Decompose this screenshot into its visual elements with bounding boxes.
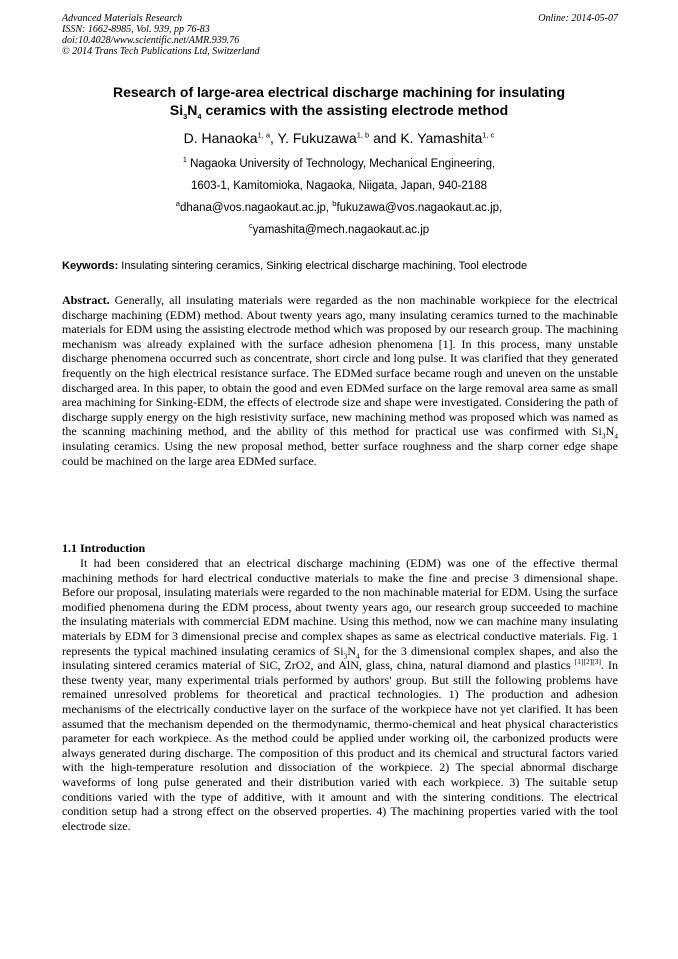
section-heading-introduction: 1.1 Introduction [62,541,146,555]
keywords-text: Insulating sintering ceramics, Sinking electrical discharge machining, Tool electrode [118,260,528,272]
title-line-1: Research of large-area electrical discharge machining for insulating [112,84,566,100]
intro-sub-3: 3 [343,650,348,660]
abstract-label: Abstract. [62,293,110,307]
abstract-text-2: N [605,424,615,439]
author-fukuzawa: , Y. Fukuzawa [270,130,357,146]
affiliation-email-c [0,223,678,237]
title-rest: ceramics with the assisting electrode method [201,102,509,118]
introduction-paragraph [62,556,618,833]
intro-text-2: N [347,643,356,658]
paper-title [40,83,638,119]
journal-name: Advanced Materials Research [62,13,183,24]
title-n: N [187,102,198,118]
abstract-sub-3: 3 [601,431,606,441]
keywords-section [62,259,618,273]
email-b-sup: b [332,199,337,209]
intro-text-1: It had been considered that an electrical discharge machining (EDM) was one of the effective thermal machining methods for hard electrical conductive materials to make the fine and precise 3 dimensional shape. Before our proposal, insulating materials were regarded to the non machinable material for EDM. Using the surface modified phenomena during the EDM process, about twenty years ago, our research group succeeded to machine the insulating materials with commercial EDM machine. Using this method, now we can machine many insulating materials by EDM for 3 dimensional precise and complex shapes as same as electrical conductive materials. Fig. 1 represents the typical machined insulating ceramics of Si [62,556,618,658]
title-sub-4: 4 [197,111,202,121]
doi-line: doi:10.4028/www.scientific.net/AMR.939.76 [62,35,240,46]
affiliation-line-2: 1603-1, Kamitomioka, Nagaoka, Niigata, Japan, 940-2188 [191,180,487,192]
email-c-sup: c [248,221,253,231]
email-a-sup: a [175,199,180,209]
author-list [0,130,678,147]
author-yamashita-sup: 1, c [482,130,495,140]
email-b[interactable]: fukuzawa@vos.nagaokaut.ac.jp, [336,202,503,214]
online-date: Online: 2014-05-07 [538,13,618,24]
affiliation-sup: 1 [182,155,187,165]
journal-header [62,13,618,57]
affiliation-emails-ab [0,201,678,215]
abstract-text-3: insulating ceramics. Using the new proposal method, better surface roughness and the sharp corner edge shape could be machined on the large area EDMed surface. [62,438,618,468]
intro-sub-4: 4 [356,650,360,660]
affiliation-university: Nagaoka University of Technology, Mechanical Engineering, [186,158,496,170]
author-yamashita: and K. Yamashita [369,130,483,146]
title-line-2 [40,101,638,119]
title-si: Si [169,102,184,118]
keywords-label: Keywords: [62,260,119,272]
copyright-line: © 2014 Trans Tech Publications Ltd, Switzerland [62,46,260,57]
abstract-text-1: Generally, all insulating materials were regarded as the non machinable workpiece for the electrical discharge machining (EDM) method. About twenty years ago, many insulating ceramics turned to the machinable materials for EDM using the assisting electrode method which was proposed by our research group. The machining mechanism was already explained with the surface adhesion phenomena [1]. In this process, many unstable discharge phenomena occurred such as concentrate, short circle and long pulse. It was clarified that they generated frequently on the high electrical resistance surface. The EDMed surface became rough and uneven on the unstable discharged area. In this paper, to obtain the good and even EDMed surface on the large removal area same as small area machining for Sinking-EDM, the effects of electrode size and shape were investigated. Considering the path of discharge supply energy on the high resistivity surface, new machining method was proposed which was named as the scanning machining method, and the ability of this method for practical use was confirmed with Si [62,293,618,439]
email-a[interactable]: dhana@vos.nagaokaut.ac.jp, [179,202,333,214]
intro-text-3: for the 3 dimensional complex shapes, and also the insulating sintered ceramics material of SiC, ZrO2, and AlN, glass, china, natural diamond and plastics [62,643,618,673]
intro-text-4: . In these twenty year, many experimental trials performed by authors' group. But still the following problems have remained unresolved problems for theoretical and practical technologies. 1) The production and adhesion mechanisms of the electrically conductive layer on the surface of the workpiece have not yet clarified. It has been assumed that the mechanism depended on the thermodynamic, thermo-chemical and heat physical characteristics parameter for each workpiece. As the method could be applied under working oil, the carbonized products were always generated during discharge. The composition of this product and its chemical and structural factors varied with the high-temperature resolution and dissociation of the workpiece. 2) The special abnormal discharge waveforms of long pulse generated and their distribution varied with each workpiece. 3) The suitable setup conditions varied with the type of additive, with it amount and with the sintering conditions. The electrical condition setup had a strong effect on the observed properties. 4) The machining properties varied with the tool electrode size. [62,658,618,833]
email-c[interactable]: yamashita@mech.nagaokaut.ac.jp [252,224,430,236]
author-hanaoka: D. Hanaoka [183,130,258,146]
affiliation-line-1 [0,157,678,171]
author-fukuzawa-sup: 1, b [356,130,370,140]
author-hanaoka-sup: 1, a [257,130,271,140]
title-sub-3: 3 [183,111,188,121]
intro-reference-citations[interactable]: [1][2][3] [574,657,601,667]
abstract-sub-4: 4 [614,431,618,441]
issn-line: ISSN: 1662-8985, Vol. 939, pp 76-83 [62,24,210,35]
abstract-paragraph [62,293,618,468]
